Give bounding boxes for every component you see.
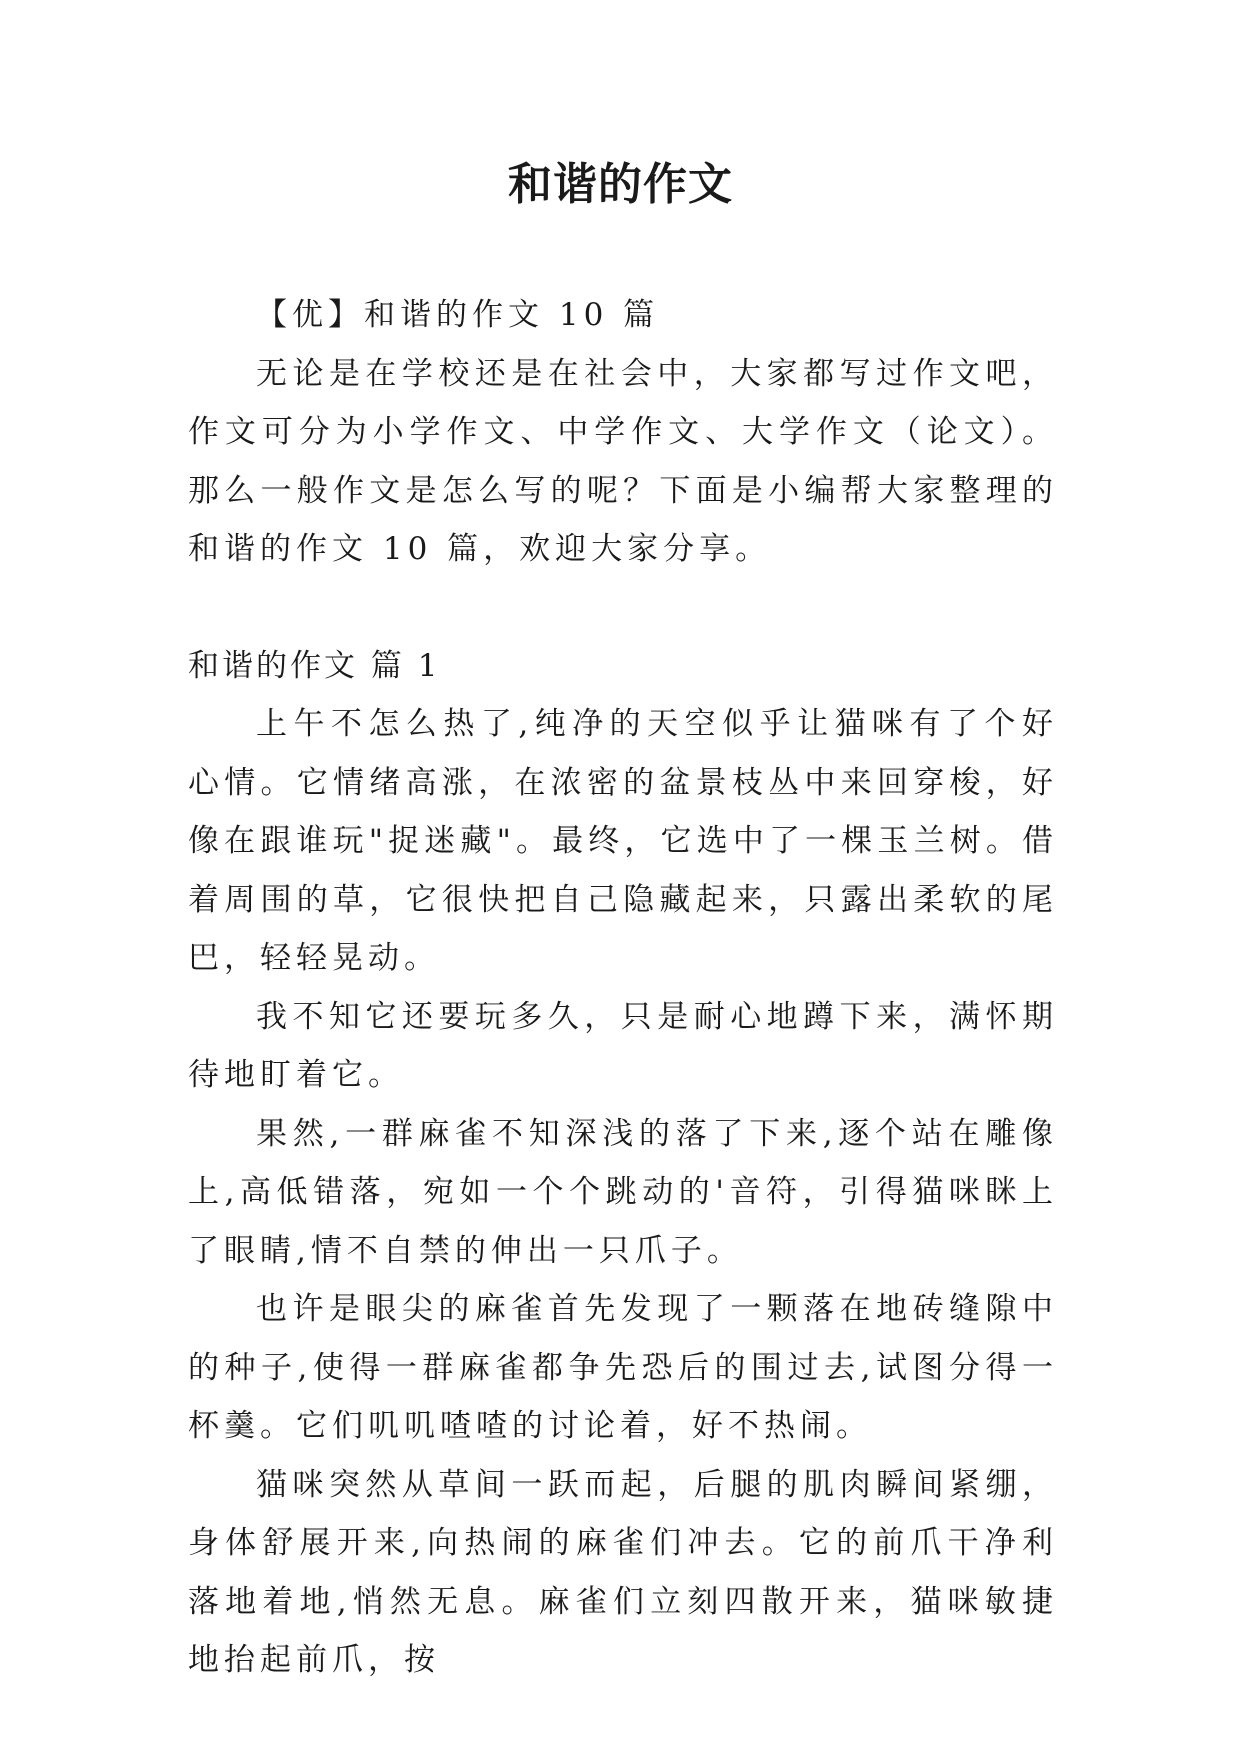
body-paragraph: 上午不怎么热了,纯净的天空似乎让猫咪有了个好心情。它情绪高涨，在浓密的盆景枝丛中来回穿梭，好像在跟谁玩"捉迷藏"。最终，它选中了一棵玉兰树。借着周围的草，它很快把自己隐藏起来，只露出柔软的尾巴，轻轻晃动。 (188, 706, 1058, 976)
body-paragraph: 我不知它还要玩多久，只是耐心地蹲下来，满怀期待地盯着它。 (188, 998, 1058, 1093)
section-heading: 和谐的作文 篇 1 (188, 647, 441, 684)
intro-paragraph: 无论是在学校还是在社会中，大家都写过作文吧，作文可分为小学作文、中学作文、大学作文（论文）。那么一般作文是怎么写的呢？下面是小编帮大家整理的和谐的作文 10 篇，欢迎大家分享。 (188, 355, 1058, 567)
body-paragraph: 猫咪突然从草间一跃而起，后腿的肌肉瞬间紧绷，身体舒展开来,向热闹的麻雀们冲去。它的前爪干净利落地着地,悄然无息。麻雀们立刻四散开来，猫咪敏捷地抬起前爪，按 (188, 1466, 1058, 1678)
document-title: 和谐的作文 (508, 159, 733, 210)
section-spacer (188, 579, 1058, 637)
body-paragraph: 也许是眼尖的麻雀首先发现了一颗落在地砖缝隙中的种子,使得一群麻雀都争先恐后的围过去,试图分得一杯羹。它们叽叽喳喳的讨论着，好不热闹。 (188, 1291, 1058, 1444)
document-body (188, 286, 1058, 1690)
document-subtitle: 【优】和谐的作文 10 篇 (256, 297, 660, 333)
body-paragraph: 果然,一群麻雀不知深浅的落了下来,逐个站在雕像上,高低错落，宛如一个个跳动的'音符，引得猫咪眯上了眼睛,情不自禁的伸出一只爪子。 (188, 1115, 1058, 1269)
